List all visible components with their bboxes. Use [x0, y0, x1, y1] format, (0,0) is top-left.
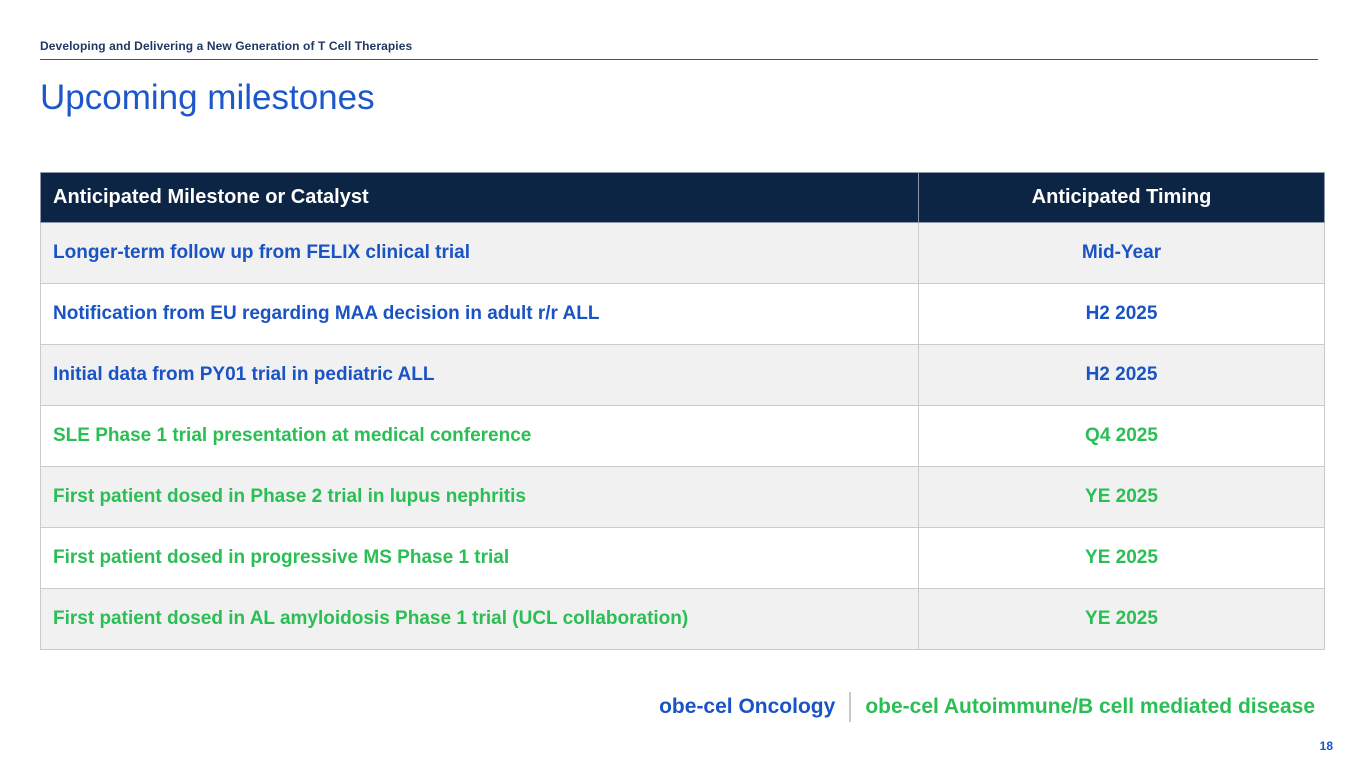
- milestone-cell: First patient dosed in progressive MS Phase 1 trial: [41, 528, 919, 589]
- table-row: [41, 223, 1325, 284]
- timing-cell: YE 2025: [919, 528, 1325, 589]
- milestone-cell: SLE Phase 1 trial presentation at medical conference: [41, 406, 919, 467]
- legend-oncology-label: obe-cel Oncology: [659, 695, 836, 718]
- table-row: [41, 589, 1325, 650]
- timing-cell: YE 2025: [919, 589, 1325, 650]
- table-row: [41, 467, 1325, 528]
- milestone-cell: Initial data from PY01 trial in pediatric ALL: [41, 345, 919, 406]
- milestone-cell: First patient dosed in Phase 2 trial in lupus nephritis: [41, 467, 919, 528]
- header-divider-line: [40, 59, 1318, 60]
- table-row: [41, 345, 1325, 406]
- legend-divider: [849, 692, 851, 722]
- column-header-timing: Anticipated Timing: [919, 173, 1325, 223]
- table-row: [41, 284, 1325, 345]
- legend-autoimmune-label: obe-cel Autoimmune/B cell mediated disease: [865, 695, 1315, 718]
- timing-cell: H2 2025: [919, 284, 1325, 345]
- table-row: [41, 406, 1325, 467]
- milestone-cell: Notification from EU regarding MAA decision in adult r/r ALL: [41, 284, 919, 345]
- table-header-row: [41, 173, 1325, 223]
- milestone-cell: First patient dosed in AL amyloidosis Phase 1 trial (UCL collaboration): [41, 589, 919, 650]
- milestones-table: [40, 172, 1325, 650]
- table-row: [41, 528, 1325, 589]
- slide-eyebrow-text: Developing and Delivering a New Generation of T Cell Therapies: [40, 39, 413, 53]
- category-legend: [659, 692, 1315, 722]
- milestone-cell: Longer-term follow up from FELIX clinical trial: [41, 223, 919, 284]
- timing-cell: H2 2025: [919, 345, 1325, 406]
- column-header-milestone: Anticipated Milestone or Catalyst: [41, 173, 919, 223]
- page-number: 18: [1319, 739, 1333, 753]
- page-title: Upcoming milestones: [40, 78, 375, 117]
- timing-cell: Q4 2025: [919, 406, 1325, 467]
- timing-cell: Mid-Year: [919, 223, 1325, 284]
- timing-cell: YE 2025: [919, 467, 1325, 528]
